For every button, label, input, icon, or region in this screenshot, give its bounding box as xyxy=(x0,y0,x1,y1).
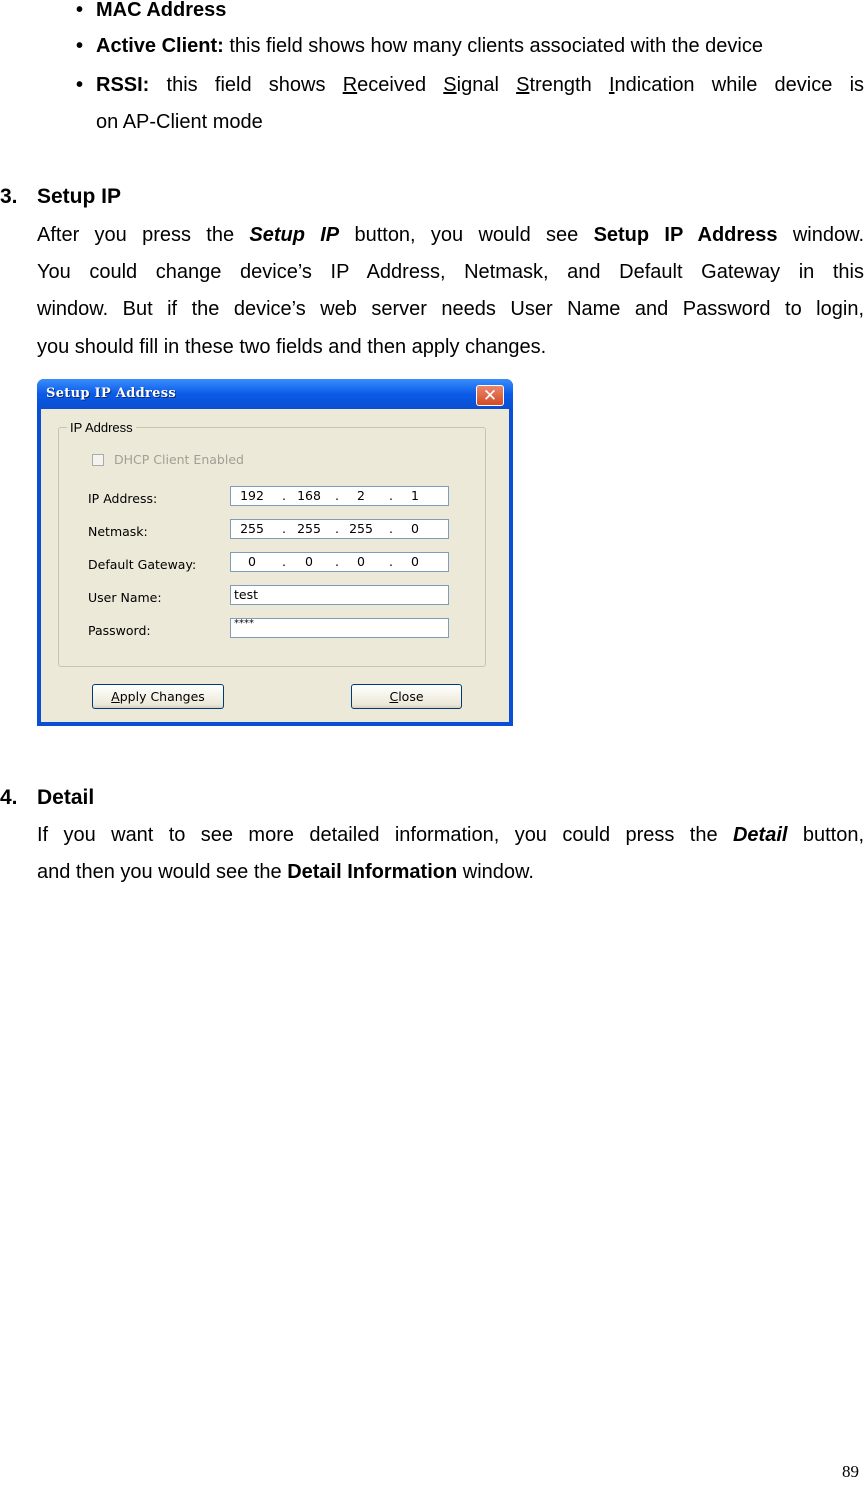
button-label: lose xyxy=(398,689,424,704)
bullet-text: on AP-Client mode xyxy=(96,111,263,133)
user-name-field[interactable] xyxy=(230,585,449,605)
dhcp-label: DHCP Client Enabled xyxy=(114,452,244,467)
text: If you want to see more detailed information, you could press the xyxy=(37,824,733,846)
text: After you press the xyxy=(37,224,250,246)
ip-address-label: IP Address: xyxy=(88,491,158,506)
text: button, you would see xyxy=(339,224,594,246)
apply-changes-button[interactable] xyxy=(92,684,224,709)
octet: 255 xyxy=(240,521,264,536)
text: window. xyxy=(457,861,534,883)
emphasis: Setup IP Address xyxy=(593,224,778,246)
section-number: 3. xyxy=(0,185,18,208)
octet: 1 xyxy=(411,488,419,503)
page-number: 89 xyxy=(842,1462,859,1481)
accelerator-key: C xyxy=(389,689,399,704)
octet-separator: . xyxy=(282,488,286,503)
octet: 0 xyxy=(357,554,365,569)
octet-separator: . xyxy=(389,554,393,569)
password-field[interactable] xyxy=(230,618,449,638)
octet-separator: . xyxy=(335,554,339,569)
octet-separator: . xyxy=(282,554,286,569)
close-icon[interactable]: ✕ xyxy=(476,385,504,406)
section-3-line-1 xyxy=(37,221,864,249)
bullet-text: ndication while device is xyxy=(614,74,864,96)
group-label: IP Address xyxy=(67,420,136,435)
bullet-label: Active Client: xyxy=(96,35,224,57)
section-title: Detail xyxy=(37,786,95,809)
octet: 192 xyxy=(240,488,264,503)
underlined-letter: I xyxy=(608,74,615,96)
section-3-line-2: You could change device’s IP Address, Netmask, and Default Gateway in this xyxy=(37,261,864,283)
netmask-label: Netmask: xyxy=(88,524,148,539)
octet: 0 xyxy=(411,554,419,569)
underlined-letter: R xyxy=(342,74,358,96)
underlined-letter: S xyxy=(516,74,530,96)
section-number: 4. xyxy=(0,786,18,809)
bullet-label: RSSI: xyxy=(96,74,150,96)
section-4-line-2 xyxy=(37,858,864,886)
text: window. xyxy=(777,224,864,246)
dialog-title: Setup IP Address xyxy=(46,386,176,401)
octet: 255 xyxy=(349,521,373,536)
bullet-dot: • xyxy=(76,74,84,96)
text: and then you would see the xyxy=(37,861,288,883)
bullet-text: trength xyxy=(529,74,609,96)
section-4-line-1 xyxy=(37,821,864,849)
bullet-text: this field shows xyxy=(149,74,343,96)
default-gateway-field[interactable] xyxy=(230,552,449,572)
button-label: pply Changes xyxy=(119,689,205,704)
text: button, xyxy=(787,824,864,846)
octet: 0 xyxy=(411,521,419,536)
default-gateway-label: Default Gateway: xyxy=(88,557,197,572)
netmask-field[interactable] xyxy=(230,519,449,539)
setup-ip-dialog xyxy=(37,379,513,726)
underlined-letter: S xyxy=(443,74,457,96)
password-value: **** xyxy=(234,618,254,629)
octet: 255 xyxy=(297,521,321,536)
section-title: Setup IP xyxy=(37,185,122,208)
user-name-label: User Name: xyxy=(88,590,162,605)
emphasis: Detail xyxy=(732,824,788,846)
octet: 0 xyxy=(305,554,313,569)
close-button[interactable] xyxy=(351,684,462,709)
bullet-dot: • xyxy=(76,35,84,57)
octet: 0 xyxy=(248,554,256,569)
bullet-dot: • xyxy=(76,0,84,21)
emphasis: Setup IP xyxy=(249,224,340,246)
emphasis: Detail Information xyxy=(287,861,458,883)
octet: 2 xyxy=(357,488,365,503)
bullet-text: this field shows how many clients associated with the device xyxy=(223,35,763,57)
dhcp-checkbox[interactable] xyxy=(92,454,104,466)
accelerator-key: A xyxy=(111,689,120,704)
octet-separator: . xyxy=(282,521,286,536)
section-3-line-4: you should fill in these two fields and then apply changes. xyxy=(37,336,547,358)
bullet-label: MAC Address xyxy=(96,0,227,21)
dialog-client-area xyxy=(41,409,509,722)
password-label: Password: xyxy=(88,623,151,638)
octet-separator: . xyxy=(335,488,339,503)
bullet-text: ignal xyxy=(456,74,517,96)
ip-address-field[interactable] xyxy=(230,486,449,506)
octet-separator: . xyxy=(335,521,339,536)
bullet-text: eceived xyxy=(357,74,444,96)
octet-separator: . xyxy=(389,521,393,536)
user-name-value: test xyxy=(234,587,259,602)
octet: 168 xyxy=(297,488,321,503)
octet-separator: . xyxy=(389,488,393,503)
section-3-line-3: window. But if the device’s web server needs User Name and Password to login, xyxy=(37,298,864,320)
dialog-titlebar xyxy=(37,379,513,409)
